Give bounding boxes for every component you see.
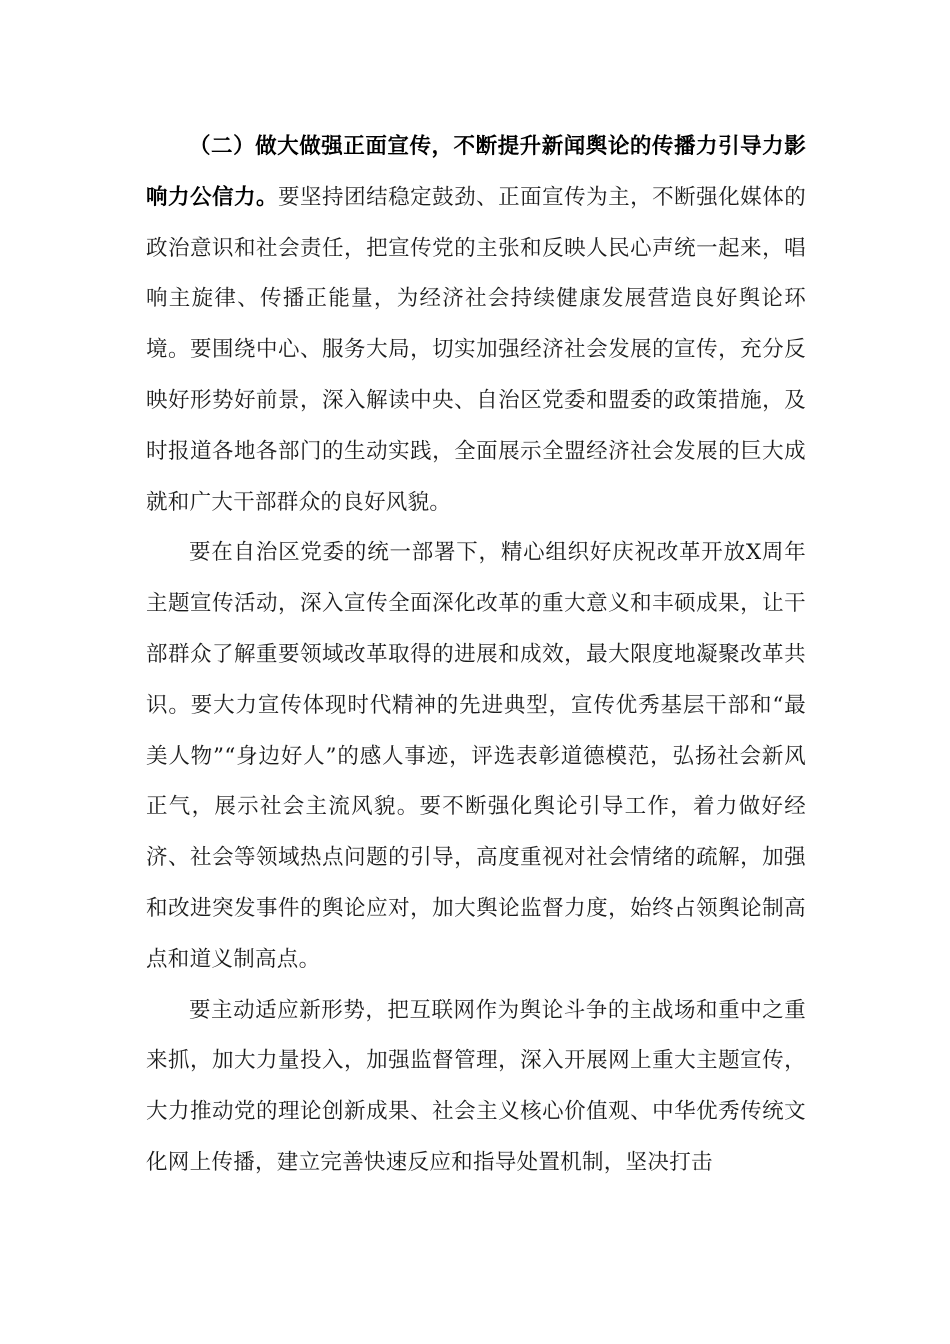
document-body: [146, 122, 806, 1189]
paragraph-1-text: 要坚持团结稳定鼓劲、正面宣传为主，不断强化媒体的政治意识和社会责任，把宣传党的主张和反映人民心声统一起来，唱响主旋律、传播正能量，为经济社会持续健康发展营造良好舆论环境。要围绕中心、服务大局，切实加强经济社会发展的宣传，充分反映好形势好前景，深入解读中央、自治区党委和盟委的政策措施，及时报道各地各部门的生动实践，全面展示全盟经济社会发展的巨大成就和广大干部群众的良好风貌。: [146, 184, 806, 515]
section-heading: （二）做大做强正面宣传，不断提升新闻舆论的传播力引导力影响力公信力。: [146, 134, 806, 210]
paragraph-2: 要在自治区党委的统一部署下，精心组织好庆祝改革开放X周年主题宣传活动，深入宣传全面深化改革的重大意义和丰硕成果，让干部群众了解重要领域改革取得的进展和成效，最大限度地凝聚改革共识。要大力宣传体现时代精神的先进典型，宣传优秀基层干部和“最美人物”“身边好人”的感人事迹，评选表彰道德模范，弘扬社会新风正气，展示社会主流风貌。要不断强化舆论引导工作，着力做好经济、社会等领域热点问题的引导，高度重视对社会情绪的疏解，加强和改进突发事件的舆论应对，加大舆论监督力度，始终占领舆论制高点和道义制高点。: [146, 540, 806, 972]
paragraph-3: 要主动适应新形势，把互联网作为舆论斗争的主战场和重中之重来抓，加大力量投入，加强监督管理，深入开展网上重大主题宣传，大力推动党的理论创新成果、社会主义核心价值观、中华优秀传统文化网上传播，建立完善快速反应和指导处置机制，坚决打击: [146, 997, 806, 1175]
paragraph-1: [146, 122, 806, 528]
